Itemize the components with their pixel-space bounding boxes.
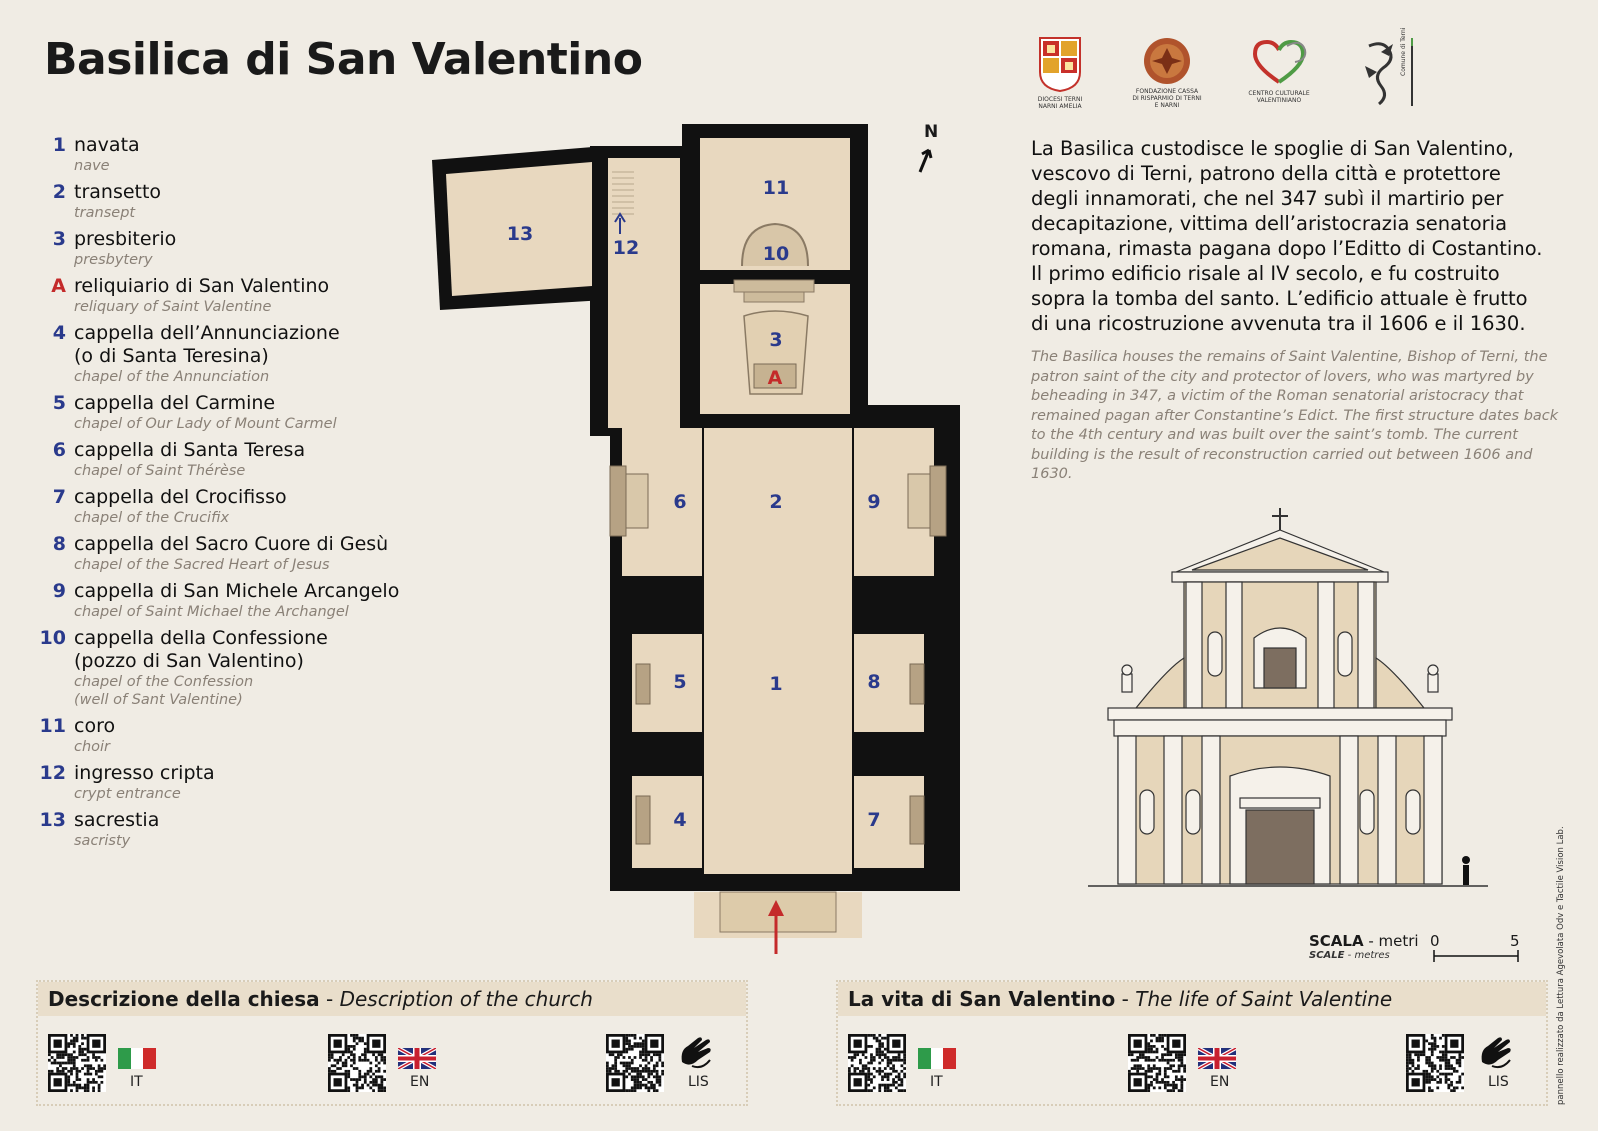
scale-label-en: SCALE - metres bbox=[1309, 950, 1390, 961]
legend bbox=[38, 134, 418, 856]
plan-label-1: 1 bbox=[769, 673, 783, 695]
panel-title-english: The life of Saint Valentine bbox=[1135, 987, 1393, 1011]
legend-item bbox=[38, 134, 418, 175]
legend-number: 3 bbox=[52, 228, 66, 250]
scale-unit: metri bbox=[1378, 932, 1419, 950]
panel-title bbox=[838, 982, 1546, 1016]
legend-label-italian: cappella della Confessione (pozzo di San Valentino) bbox=[74, 627, 328, 672]
legend-label-english: chapel of Saint Thérèse bbox=[74, 463, 246, 479]
logo-centro-culturale bbox=[1244, 36, 1314, 104]
legend-label-english: chapel of the Confession (well of Sant Valentine) bbox=[74, 674, 254, 708]
logo-caption: DIOCESI TERNI NARNI AMELIA bbox=[1037, 96, 1083, 110]
legend-item bbox=[38, 228, 418, 269]
plan-label-7: 7 bbox=[867, 809, 881, 831]
legend-item bbox=[38, 809, 418, 850]
legend-text bbox=[74, 762, 215, 803]
logo-caption: Comune di Terni bbox=[1400, 27, 1407, 76]
scale-title-en: SCALE bbox=[1309, 950, 1345, 961]
dragon-icon bbox=[1359, 36, 1417, 108]
fondazione-seal-icon bbox=[1142, 36, 1192, 86]
legend-label-english: chapel of Our Lady of Mount Carmel bbox=[74, 416, 337, 432]
legend-label-italian: cappella di San Michele Arcangelo bbox=[74, 580, 400, 602]
legend-label-italian: reliquiario di San Valentino bbox=[74, 275, 330, 297]
qr-code-icon[interactable] bbox=[48, 1034, 106, 1092]
plan-label-3: 3 bbox=[769, 329, 783, 351]
legend-item bbox=[38, 486, 418, 527]
panel-title-english: Description of the church bbox=[339, 987, 593, 1011]
description-english: The Basilica houses the remains of Saint Valentine, Bishop of Terni, the patron saint of the city and protector of lovers, who was martyred by beheading in 347, a victim of the Roman senatorial aristocracy that remained pagan after Constantine’s Edict. The first structure dates back to the 4th century and was built over the saint’s tomb. The current building is the result of reconstruction carried out between 1606 and 1630. bbox=[1031, 349, 1559, 482]
legend-text bbox=[74, 275, 329, 316]
legend-number: 10 bbox=[39, 627, 66, 649]
legend-item bbox=[38, 439, 418, 480]
legend-number: 8 bbox=[52, 533, 66, 555]
legend-label-italian: ingresso cripta bbox=[74, 762, 215, 784]
logo-fondazione bbox=[1132, 36, 1202, 109]
heart-icon bbox=[1247, 36, 1311, 88]
legend-item bbox=[38, 392, 418, 433]
description-italian: La Basilica custodisce le spoglie di San Valentino, vescovo di Terni, patrono della città e protettore degli innamorati, che nel 347 subì il martirio per decapitazione, vittima dell’aristocrazia senatoria romana, rimasta pagana dopo l’Editto di Costantino. Il primo edificio risale al IV secolo, e fu costruito sopra la tomba del santo. L’edificio attuale è frutto di una ricostruzione avvenuta tra il 1606 e il 1630. bbox=[1031, 137, 1543, 335]
legend-label-italian: navata bbox=[74, 134, 140, 156]
scale-bar bbox=[1432, 950, 1520, 962]
plan-label-2: 2 bbox=[769, 491, 783, 513]
qr-code-icon[interactable] bbox=[328, 1034, 386, 1092]
legend-number: 6 bbox=[52, 439, 66, 461]
altar-step bbox=[734, 280, 814, 292]
qr-code-icon[interactable] bbox=[1406, 1034, 1464, 1092]
legend-text bbox=[74, 533, 388, 574]
language-code: LIS bbox=[1488, 1074, 1509, 1090]
legend-text bbox=[74, 228, 176, 269]
legend-label-english: sacristy bbox=[74, 833, 131, 849]
panel-description bbox=[36, 980, 748, 1106]
altar-step bbox=[744, 292, 804, 302]
italy-flag-icon bbox=[118, 1048, 156, 1069]
legend-number: 7 bbox=[52, 486, 66, 508]
legend-label-italian: transetto bbox=[74, 181, 162, 203]
plan-label-4: 4 bbox=[673, 809, 687, 831]
legend-label-italian: cappella del Crocifisso bbox=[74, 486, 287, 508]
qr-code-icon[interactable] bbox=[848, 1034, 906, 1092]
legend-number: 2 bbox=[52, 181, 66, 203]
legend-item bbox=[38, 580, 418, 621]
legend-text bbox=[74, 486, 287, 527]
diocesi-crest-icon bbox=[1038, 36, 1082, 92]
legend-label-english: nave bbox=[74, 158, 110, 174]
legend-text bbox=[74, 439, 305, 480]
legend-label-english: chapel of the Crucifix bbox=[74, 510, 230, 526]
legend-label-italian: sacrestia bbox=[74, 809, 160, 831]
plan-label-11: 11 bbox=[762, 177, 790, 199]
uk-flag-icon bbox=[398, 1048, 436, 1069]
plan-label-8: 8 bbox=[867, 671, 881, 693]
legend-number: 5 bbox=[52, 392, 66, 414]
plan-label-5: 5 bbox=[673, 671, 687, 693]
plan-label-6: 6 bbox=[673, 491, 687, 513]
scale-unit-en: metres bbox=[1354, 950, 1390, 961]
qr-code-icon[interactable] bbox=[606, 1034, 664, 1092]
legend-number: 4 bbox=[52, 322, 66, 344]
legend-label-english: presbytery bbox=[74, 252, 153, 268]
plan-label-9: 9 bbox=[867, 491, 881, 513]
person-icon bbox=[1462, 856, 1470, 885]
plan-label-10: 10 bbox=[762, 243, 790, 265]
facade-drawing bbox=[1088, 508, 1508, 908]
scale-min: 0 bbox=[1430, 932, 1440, 950]
legend-label-italian: cappella del Carmine bbox=[74, 392, 276, 414]
legend-text bbox=[74, 134, 140, 175]
logo-comune-terni bbox=[1358, 27, 1418, 110]
legend-label-english: chapel of the Sacred Heart of Jesus bbox=[74, 557, 330, 573]
floor-plan bbox=[420, 118, 970, 954]
language-code: IT bbox=[130, 1074, 143, 1090]
legend-text bbox=[74, 715, 115, 756]
scale-max: 5 bbox=[1510, 932, 1520, 950]
legend-item bbox=[38, 533, 418, 574]
italy-flag-icon bbox=[918, 1048, 956, 1069]
legend-label-english: crypt entrance bbox=[74, 786, 181, 802]
logo-caption: CENTRO CULTURALE VALENTINIANO bbox=[1248, 90, 1310, 104]
legend-label-english: chapel of Saint Michael the Archangel bbox=[74, 604, 349, 620]
logo-caption: FONDAZIONE CASSA DI RISPARMIO DI TERNI E NARNI bbox=[1132, 88, 1202, 109]
legend-item bbox=[38, 715, 418, 756]
panel-title-italian: Descrizione della chiesa bbox=[48, 987, 320, 1011]
legend-item bbox=[38, 322, 418, 386]
legend-label-english: reliquary of Saint Valentine bbox=[74, 299, 272, 315]
sign-language-hand-icon bbox=[1476, 1032, 1514, 1072]
legend-label-english: transept bbox=[74, 205, 136, 221]
legend-number: 12 bbox=[39, 762, 66, 784]
legend-label-english: choir bbox=[74, 739, 111, 755]
legend-label-italian: coro bbox=[74, 715, 116, 737]
legend-label-italian: cappella di Santa Teresa bbox=[74, 439, 306, 461]
logo-diocesi bbox=[1030, 36, 1090, 110]
language-code: LIS bbox=[688, 1074, 709, 1090]
legend-label-italian: cappella del Sacro Cuore di Gesù bbox=[74, 533, 389, 555]
plan-label-13: 13 bbox=[506, 223, 534, 245]
panel-title-italian: La vita di San Valentino bbox=[848, 987, 1116, 1011]
legend-text bbox=[74, 322, 340, 386]
language-code: IT bbox=[930, 1074, 943, 1090]
panel-title bbox=[38, 982, 746, 1016]
language-code: EN bbox=[1210, 1074, 1230, 1090]
sign-language-hand-icon bbox=[676, 1032, 714, 1072]
legend-label-italian: presbiterio bbox=[74, 228, 177, 250]
legend-text bbox=[74, 392, 337, 433]
legend-text bbox=[74, 580, 399, 621]
legend-number: 1 bbox=[52, 134, 66, 156]
legend-text bbox=[74, 809, 159, 850]
legend-item bbox=[38, 762, 418, 803]
page-title: Basilica di San Valentino bbox=[44, 34, 643, 85]
legend-number: A bbox=[51, 275, 66, 297]
legend-label-english: chapel of the Annunciation bbox=[74, 369, 270, 385]
legend-number: 11 bbox=[39, 715, 66, 737]
language-code: EN bbox=[410, 1074, 430, 1090]
scale-label: SCALA - metri bbox=[1309, 932, 1419, 950]
scale-title: SCALA bbox=[1309, 932, 1364, 950]
uk-flag-icon bbox=[1198, 1048, 1236, 1069]
legend-number: 13 bbox=[39, 809, 66, 831]
credit-text: pannello realizzato da Lettura Agevolata Odv e Tactile Vision Lab. bbox=[1556, 826, 1566, 1105]
panel-title-separator: - bbox=[1115, 987, 1136, 1011]
panel-life-of-saint bbox=[836, 980, 1548, 1106]
panel-title-separator: - bbox=[319, 987, 340, 1011]
legend-item bbox=[38, 181, 418, 222]
qr-code-icon[interactable] bbox=[1128, 1034, 1186, 1092]
legend-item bbox=[38, 275, 418, 316]
north-label: N bbox=[924, 122, 939, 142]
legend-text bbox=[74, 181, 161, 222]
legend-number: 9 bbox=[52, 580, 66, 602]
legend-text bbox=[74, 627, 328, 709]
plan-label-12: 12 bbox=[612, 237, 640, 259]
legend-label-italian: cappella dell’Annunciazione (o di Santa Teresina) bbox=[74, 322, 340, 367]
plan-label-A: A bbox=[767, 367, 783, 389]
legend-item bbox=[38, 627, 418, 709]
